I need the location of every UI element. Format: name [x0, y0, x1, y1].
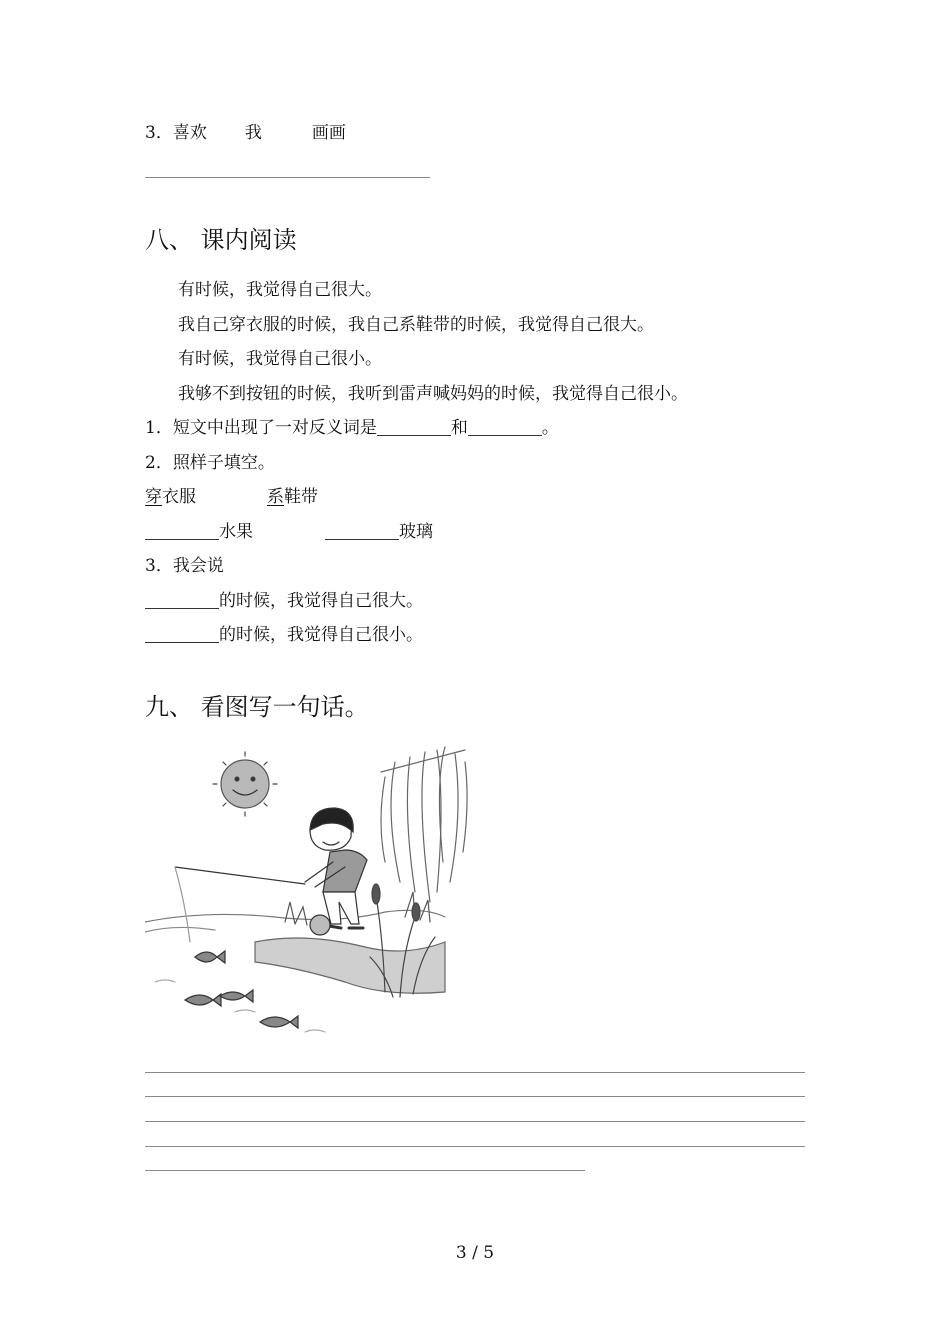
- example-row: [145, 486, 318, 508]
- section9-title: 九、 看图写一句话。: [145, 693, 369, 721]
- boy-icon: [305, 808, 367, 935]
- fishing-boy-illustration: [145, 742, 475, 1040]
- sentence-2-text: 的时候，我觉得自己很小。: [219, 625, 423, 645]
- question-1-text-c: 。: [541, 418, 559, 438]
- reading-paragraph-3: 有时候，我觉得自己很小。: [178, 349, 382, 369]
- sentence-row-2: [145, 624, 423, 646]
- willow-tree-icon: [381, 747, 467, 902]
- sentence-1-text: 的时候，我觉得自己很大。: [219, 591, 423, 611]
- example-1-rest: 衣服: [162, 487, 196, 507]
- fill-1-word: 水果: [219, 522, 253, 542]
- sentence-blank-1[interactable]: [145, 592, 219, 609]
- example-2-rest: 鞋带: [284, 487, 318, 507]
- bucket-icon: [310, 915, 330, 935]
- question-1-text-b: 和: [450, 418, 468, 438]
- sentence-blank-2[interactable]: [145, 626, 219, 643]
- q7-item3-word1: 喜欢: [172, 123, 207, 143]
- example-2-char: 系: [267, 487, 284, 507]
- section8-title: 八、 课内阅读: [145, 226, 297, 254]
- fishing-rod: [175, 867, 305, 884]
- example-1-char: 穿: [145, 487, 162, 507]
- writing-line-2[interactable]: [145, 1096, 805, 1097]
- writing-line-3[interactable]: [145, 1121, 805, 1122]
- q7-item3: [145, 122, 346, 144]
- question-1-text-a: 1．短文中出现了一对反义词是: [145, 418, 377, 438]
- fill-2-word: 玻璃: [399, 522, 433, 542]
- question-3: 3．我会说: [145, 556, 224, 576]
- fill-row: [145, 521, 433, 543]
- q7-item3-num: 3．: [145, 123, 173, 143]
- writing-line-5[interactable]: [145, 1170, 585, 1171]
- page-number: 3 / 5: [455, 1243, 495, 1263]
- writing-line-4[interactable]: [145, 1146, 805, 1147]
- sentence-row-1: [145, 590, 423, 612]
- fill-blank-2[interactable]: [325, 523, 399, 540]
- reading-paragraph-4: 我够不到按钮的时候，我听到雷声喊妈妈的时候，我觉得自己很小。: [178, 384, 688, 404]
- reading-paragraph-1: 有时候，我觉得自己很大。: [178, 280, 382, 300]
- writing-line-1[interactable]: [145, 1072, 805, 1073]
- fill-blank-1[interactable]: [145, 523, 219, 540]
- q7-item3-word2: 我: [244, 123, 262, 143]
- question-1: [145, 417, 559, 439]
- question-2: 2．照样子填空。: [145, 453, 275, 473]
- reading-paragraph-2: 我自己穿衣服的时候，我自己系鞋带的时候，我觉得自己很大。: [178, 315, 654, 335]
- q7-item3-word3: 画画: [311, 123, 346, 143]
- answer-line[interactable]: [145, 177, 430, 178]
- antonym-blank-1[interactable]: [377, 419, 451, 436]
- smiling-sun-icon: [213, 752, 277, 816]
- antonym-blank-2[interactable]: [468, 419, 542, 436]
